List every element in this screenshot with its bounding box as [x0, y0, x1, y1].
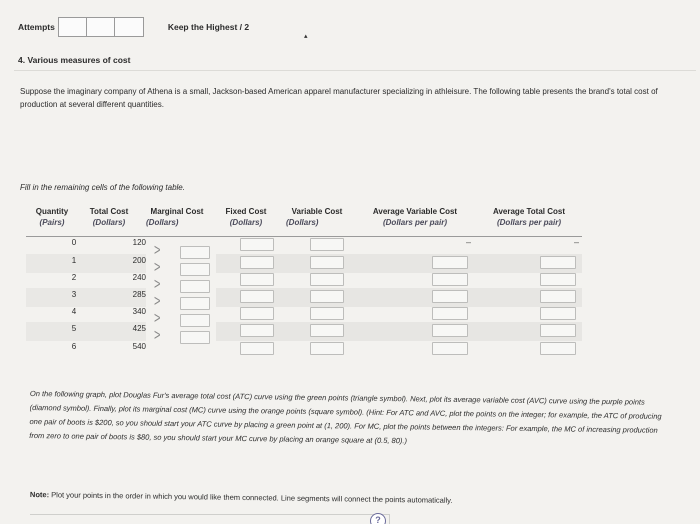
atc-input-6[interactable] [540, 342, 576, 355]
chevron-right-icon: > [154, 242, 161, 260]
total-cost-cell: 240 [132, 273, 146, 282]
fixed-cost-input-2[interactable] [240, 273, 274, 286]
variable-cost-input-1[interactable] [310, 256, 344, 269]
marginal-cost-input-1[interactable] [180, 246, 210, 259]
note-label: Note: [29, 490, 50, 500]
header-marginal-cost-title: Marginal Cost [150, 207, 204, 216]
quantity-cell: 6 [71, 342, 77, 351]
total-cost-cell: 540 [132, 342, 146, 351]
note-body: Plot your points in the order in which you would like them connected. Line segments will connect the points automatically. [49, 490, 453, 505]
cursor-icon: ▴ [304, 33, 308, 40]
chevron-right-icon: > [154, 259, 161, 277]
chevron-right-icon: > [154, 310, 161, 328]
avc-input-3[interactable] [432, 290, 468, 303]
avc-input-6[interactable] [432, 342, 468, 355]
quantity-cell: 4 [71, 307, 77, 316]
atc-input-4[interactable] [540, 307, 576, 320]
note-text [30, 490, 453, 505]
quantity-cell: 2 [71, 273, 77, 282]
header-quantity-title: Quantity [35, 207, 69, 216]
marginal-cost-input-5[interactable] [180, 314, 210, 327]
total-cost-cell: 340 [132, 307, 146, 316]
avc-input-1[interactable] [432, 256, 468, 269]
total-cost-cell: 425 [132, 324, 146, 333]
fixed-cost-input-5[interactable] [240, 324, 274, 337]
header-atc-title: Average Total Cost [492, 207, 565, 216]
header-avc [358, 206, 472, 228]
header-marginal-cost-unit: (Dollars) [146, 218, 179, 227]
header-marginal-cost [142, 206, 212, 228]
atc-input-2[interactable] [540, 273, 576, 286]
header-variable-cost [282, 206, 352, 228]
fixed-cost-input-3[interactable] [240, 290, 274, 303]
variable-cost-input-3[interactable] [310, 290, 344, 303]
fixed-cost-input-6[interactable] [240, 342, 274, 355]
attempts-bar [18, 16, 249, 38]
header-fixed-cost-title: Fixed Cost [225, 207, 267, 216]
header-total-cost [82, 206, 136, 228]
fixed-cost-input-4[interactable] [240, 307, 274, 320]
chevron-right-icon: > [154, 327, 161, 345]
atc-input-1[interactable] [540, 256, 576, 269]
table-instruction: Fill in the remaining cells of the following table. [20, 183, 185, 192]
quantity-cell: 0 [71, 238, 77, 247]
fixed-cost-input-1[interactable] [240, 256, 274, 269]
keep-highest-label: Keep the Highest / 2 [167, 22, 250, 32]
marginal-cost-input-6[interactable] [180, 331, 210, 344]
avc-input-2[interactable] [432, 273, 468, 286]
graph-instructions: On the following graph, plot Douglas Fur's average total cost (ATC) curve using the green points (triangle symbol). Next, plot its average variable cost (AVC) curve using the purple points (diamond symbol). Finally, plot its marginal cost (MC) curve using the orange points (square symbol). (Hint: For ATC and AVC, plot the points on the integer; for example, the ATC of producing one pair of boots is $200, so you should start your ATC curve by placing a green point at (1, 200). For MC, plot the points between the integers: For example, the MC of increasing production from zero to one pair of boots is $80, so you should start your MC curve by placing an orange square at (0.5, 80).) [29, 388, 662, 446]
attempt-indicators [58, 17, 144, 37]
avc-input-5[interactable] [432, 324, 468, 337]
quantity-cell: 5 [71, 324, 77, 333]
variable-cost-input-2[interactable] [310, 273, 344, 286]
attempt-box-2 [87, 18, 115, 36]
header-variable-cost-unit: (Dollars) [286, 218, 319, 227]
header-rule [26, 236, 582, 237]
header-fixed-cost-unit: (Dollars) [229, 218, 263, 227]
section-divider [14, 70, 696, 71]
header-atc-unit: (Dollars per pair) [496, 218, 561, 227]
header-total-cost-unit: (Dollars) [92, 218, 126, 227]
total-cost-cell: 200 [132, 256, 146, 265]
total-cost-cell: 285 [132, 290, 146, 299]
fixed-cost-input-0[interactable] [240, 238, 274, 251]
variable-cost-input-4[interactable] [310, 307, 344, 320]
chevron-right-icon: > [154, 293, 161, 311]
intro-text: Suppose the imaginary company of Athena is a small, Jackson-based American apparel manufacturer specializing in athleisure. The following table presents the brand's total cost of production at several different quantities. [20, 87, 658, 109]
atc-input-3[interactable] [540, 290, 576, 303]
attempts-label: Attempts [18, 22, 55, 32]
marginal-cost-input-4[interactable] [180, 297, 210, 310]
quantity-cell: 3 [71, 290, 77, 299]
header-avc-unit: (Dollars per pair) [382, 218, 447, 227]
section-title: 4. Various measures of cost [18, 55, 131, 65]
marginal-cost-input-2[interactable] [180, 263, 210, 276]
attempt-box-3 [115, 18, 143, 36]
variable-cost-input-5[interactable] [310, 324, 344, 337]
chevron-right-icon: > [154, 276, 161, 294]
graph-frame-edge [30, 514, 390, 524]
atc-dash: – [574, 237, 580, 247]
header-quantity [30, 206, 74, 228]
header-quantity-unit: (Pairs) [39, 218, 65, 227]
variable-cost-input-6[interactable] [310, 342, 344, 355]
atc-input-5[interactable] [540, 324, 576, 337]
variable-cost-input-0[interactable] [310, 238, 344, 251]
header-fixed-cost [218, 206, 274, 228]
attempt-box-1 [59, 18, 87, 36]
quantity-cell: 1 [71, 256, 77, 265]
header-total-cost-title: Total Cost [89, 207, 129, 216]
total-cost-cell: 120 [132, 238, 146, 247]
avc-input-4[interactable] [432, 307, 468, 320]
header-atc [478, 206, 580, 228]
help-icon[interactable]: ? [370, 513, 386, 524]
header-avc-title: Average Variable Cost [372, 207, 458, 216]
header-variable-cost-title: Variable Cost [291, 207, 343, 216]
avc-dash: – [466, 237, 472, 247]
marginal-cost-input-3[interactable] [180, 280, 210, 293]
